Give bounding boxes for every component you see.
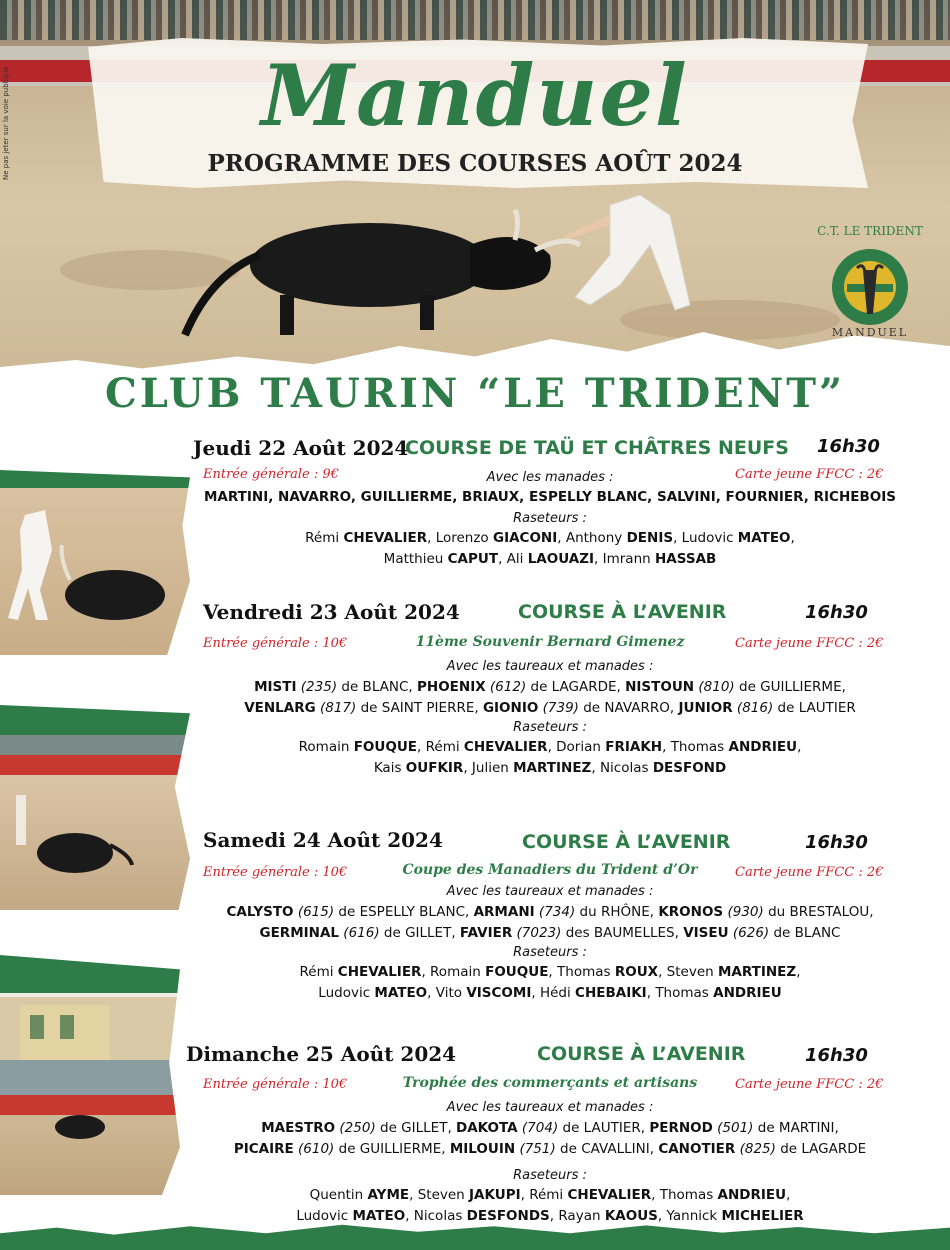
bull-number: (610) (293, 1141, 339, 1157)
event-time: 16h30 (805, 602, 868, 623)
bull-name: VENLARG (244, 700, 316, 716)
bull-name: JUNIOR (678, 700, 733, 716)
event-date: Vendredi 23 Août 2024 (203, 600, 460, 624)
raseteurs-line: Matthieu CAPUT, Ali LAOUAZI, Imrann HASSAB (383, 551, 717, 567)
raseteur-first-name: Ludovic (318, 985, 375, 1001)
event-course: COURSE À L’AVENIR (522, 831, 731, 853)
raseteur-first-name: Dorian (556, 739, 606, 755)
raseteur-last-name: CHEVALIER (463, 739, 548, 755)
logo-bottom-text: MANDUEL (831, 326, 909, 339)
manades-label: Avec les taureaux et manades : (446, 1100, 654, 1115)
bull-number: (612) (485, 679, 531, 695)
raseteur-last-name: DENIS (626, 530, 674, 546)
raseteur-last-name: AYME (367, 1187, 410, 1203)
raseteurs-line: Romain FOUQUE, Rémi CHEVALIER, Dorian FRIAKH, Thomas ANDRIEU, (298, 739, 802, 755)
bull-name: CANOTIER (658, 1141, 736, 1157)
bulls-line (160, 679, 940, 695)
raseteur-first-name: Yannick (666, 1208, 722, 1224)
bull-number: (751) (515, 1141, 561, 1157)
bull-manade: de GILLET, (383, 925, 460, 941)
bull-manade: de ESPELLY BLANC, (338, 904, 474, 920)
raseteur-first-name: Steven (417, 1187, 470, 1203)
raseteur-first-name: Rémi (529, 1187, 568, 1203)
bull-name: KRONOS (658, 904, 724, 920)
raseteur-last-name: GIACONI (492, 530, 558, 546)
event-time: 16h30 (805, 1045, 868, 1066)
raseteur-first-name: Julien (471, 760, 514, 776)
event-course: COURSE À L’AVENIR (537, 1043, 746, 1065)
arena-stands (0, 0, 950, 40)
raseteur-first-name: Imrann (602, 551, 655, 567)
bull-name: MILOUIN (449, 1141, 516, 1157)
bulls-line (160, 1120, 940, 1136)
raseteur-last-name: ANDRIEU (728, 739, 798, 755)
raseteur-last-name: CAPUT (447, 551, 499, 567)
raseteurs-label: Raseteurs : (513, 720, 587, 735)
bull-number: (816) (732, 700, 778, 716)
event-time: 16h30 (805, 832, 868, 853)
bull-manade: de BLANC, (341, 679, 417, 695)
club-title: CLUB TAURIN “LE TRIDENT” (104, 370, 846, 417)
raseteur-last-name: FOUQUE (353, 739, 418, 755)
event-trophy: Trophée des commerçants et artisans (402, 1075, 698, 1091)
raseteur-first-name: Romain (430, 964, 486, 980)
raseteur-last-name: ANDRIEU (713, 985, 782, 1001)
raseteur-first-name: Romain (298, 739, 354, 755)
raseteur-first-name: Thomas (655, 985, 714, 1001)
raseteur-first-name: Rémi (305, 530, 344, 546)
bull-number: (739) (538, 700, 584, 716)
bull-name: PHOENIX (417, 679, 486, 695)
bull-manade: de MARTINI, (757, 1120, 839, 1136)
bull-manade: du BRESTALOU, (768, 904, 874, 920)
page-subtitle: PROGRAMME DES COURSES AOÛT 2024 (207, 150, 743, 177)
bull-number: (930) (723, 904, 769, 920)
raseteurs-label: Raseteurs : (513, 511, 587, 526)
raseteur-last-name: ANDRIEU (717, 1187, 787, 1203)
raseteur-first-name: Ali (506, 551, 528, 567)
bull-name: GERMINAL (259, 925, 340, 941)
bull-name: MISTI (254, 679, 297, 695)
raseteur-first-name: Kais (373, 760, 406, 776)
raseteur-first-name: Quentin (309, 1187, 368, 1203)
bull-name: CALYSTO (226, 904, 294, 920)
event-entry-price: Entrée générale : 10€ (203, 636, 348, 651)
photo-event-3 (0, 955, 180, 1195)
bull-manade: de LAGARDE (780, 1141, 867, 1157)
event-date: Dimanche 25 Août 2024 (186, 1042, 457, 1066)
raseteur-last-name: DESFOND (652, 760, 727, 776)
bull-figure (185, 210, 580, 335)
raseteurs-label: Raseteurs : (513, 945, 587, 960)
bull-number: (626) (728, 925, 774, 941)
event-trophy: Coupe des Manadiers du Trident d’Or (402, 862, 698, 878)
raseteur-last-name: KAOUS (604, 1208, 658, 1224)
raseteur-first-name: Thomas (659, 1187, 718, 1203)
event-entry-price: Entrée générale : 10€ (203, 1077, 348, 1092)
event-carte-jeune: Carte jeune FFCC : 2€ (735, 636, 884, 651)
raseteur-last-name: MARTINEZ (513, 760, 592, 776)
bull-manade: de NAVARRO, (583, 700, 679, 716)
bull-number: (235) (296, 679, 342, 695)
raseteur-first-name: Ludovic (296, 1208, 353, 1224)
raseteur-last-name: CHEBAIKI (575, 985, 647, 1001)
raseteur-last-name: MATEO (374, 985, 428, 1001)
bull-name: FAVIER (459, 925, 513, 941)
raseteur-last-name: CHEVALIER (337, 964, 422, 980)
bull-number: (704) (517, 1120, 563, 1136)
bull-manade: de SAINT PIERRE, (360, 700, 483, 716)
raseteur-last-name: DESFONDS (466, 1208, 550, 1224)
bull-number: (501) (712, 1120, 758, 1136)
bull-name: DAKOTA (456, 1120, 518, 1136)
raseteur-first-name: Ludovic (681, 530, 738, 546)
raseteur-first-name: Hédi (539, 985, 576, 1001)
raseteurs-line: Rémi CHEVALIER, Lorenzo GIACONI, Anthony DENIS, Ludovic MATEO, (305, 530, 795, 546)
bull-manade: de LAUTIER, (562, 1120, 650, 1136)
bulls-line (160, 904, 940, 920)
raseteurs-line: Ludovic MATEO, Vito VISCOMI, Hédi CHEBAIKI, Thomas ANDRIEU (318, 985, 782, 1001)
raseteur-figure (562, 195, 690, 310)
manades-label: Avec les manades : (486, 470, 614, 485)
event-carte-jeune: Carte jeune FFCC : 2€ (735, 1077, 884, 1092)
raseteur-first-name: Lorenzo (435, 530, 493, 546)
raseteur-last-name: FRIAKH (605, 739, 663, 755)
raseteur-first-name: Matthieu (383, 551, 448, 567)
bull-name: GIONIO (482, 700, 539, 716)
raseteur-first-name: Steven (666, 964, 718, 980)
bull-name: ARMANI (473, 904, 535, 920)
bull-manade: de GUILLIERME, (338, 1141, 450, 1157)
photo-event-2 (0, 705, 190, 910)
raseteur-first-name: Thomas (670, 739, 729, 755)
event-entry-price: Entrée générale : 10€ (203, 865, 348, 880)
bull-name: PERNOD (649, 1120, 713, 1136)
event-date: Samedi 24 Août 2024 (203, 828, 443, 852)
bull-manade: de GILLET, (380, 1120, 457, 1136)
logo-top-text: C.T. LE TRIDENT (817, 224, 923, 238)
raseteur-last-name: FOUQUE (485, 964, 549, 980)
bull-name: NISTOUN (625, 679, 695, 695)
bull-name: PICAIRE (233, 1141, 294, 1157)
manades-label: Avec les taureaux et manades : (446, 884, 654, 899)
raseteur-last-name: CHEVALIER (343, 530, 428, 546)
bull-manade: du RHÔNE, (579, 904, 659, 920)
raseteurs-label: Raseteurs : (513, 1168, 587, 1183)
bull-name: VISEU (683, 925, 729, 941)
bulls-line (160, 925, 940, 941)
raseteur-first-name: Thomas (557, 964, 615, 980)
bull-number: (734) (534, 904, 580, 920)
bull-number: (810) (694, 679, 739, 695)
raseteur-last-name: JAKUPI (469, 1187, 521, 1203)
bull-number: (616) (339, 925, 384, 941)
bull-number: (817) (315, 700, 361, 716)
manades-label: Avec les taureaux et manades : (446, 659, 654, 674)
raseteur-first-name: Rémi (425, 739, 464, 755)
club-logo (805, 222, 935, 342)
bulls-line (160, 700, 940, 716)
raseteurs-line: Quentin AYME, Steven JAKUPI, Rémi CHEVALIER, Thomas ANDRIEU, (309, 1187, 791, 1203)
manades-list: MARTINI, NAVARRO, GUILLIERME, BRIAUX, ESPELLY BLANC, SALVINI, FOURNIER, RICHEBOIS (204, 489, 896, 505)
raseteur-first-name: Nicolas (599, 760, 653, 776)
side-note: Ne pas jeter sur la voie publique (2, 66, 10, 180)
event-carte-jeune: Carte jeune FFCC : 2€ (735, 467, 884, 482)
event-trophy: 11ème Souvenir Bernard Gimenez (415, 634, 685, 650)
raseteur-last-name: ROUX (614, 964, 659, 980)
event-time: 16h30 (817, 436, 880, 457)
page-title: Manduel (261, 46, 689, 145)
bull-number: (825) (735, 1141, 781, 1157)
raseteur-first-name: Vito (435, 985, 467, 1001)
raseteur-last-name: MICHELIER (721, 1208, 804, 1224)
bull-manade: de LAUTIER (777, 700, 856, 716)
bull-manade: des BAUMELLES, (565, 925, 684, 941)
raseteur-last-name: MATEO (737, 530, 791, 546)
bull-manade: de CAVALLINI, (560, 1141, 659, 1157)
bull-name: MAESTRO (261, 1120, 336, 1136)
raseteur-last-name: OUFKIR (405, 760, 464, 776)
event-course: COURSE DE TAÜ ET CHÂTRES NEUFS (405, 437, 789, 459)
bull-number: (615) (293, 904, 339, 920)
raseteur-last-name: VISCOMI (466, 985, 532, 1001)
raseteur-first-name: Nicolas (413, 1208, 467, 1224)
raseteurs-line: Ludovic MATEO, Nicolas DESFONDS, Rayan KAOUS, Yannick MICHELIER (296, 1208, 804, 1224)
bull-manade: de BLANC (773, 925, 841, 941)
bull-number: (250) (335, 1120, 381, 1136)
raseteur-last-name: MATEO (352, 1208, 406, 1224)
raseteur-last-name: MARTINEZ (717, 964, 797, 980)
raseteur-first-name: Rayan (558, 1208, 605, 1224)
raseteur-last-name: HASSAB (654, 551, 717, 567)
bull-number: (7023) (512, 925, 566, 941)
event-course: COURSE À L’AVENIR (518, 601, 727, 623)
event-carte-jeune: Carte jeune FFCC : 2€ (735, 865, 884, 880)
raseteur-first-name: Rémi (299, 964, 338, 980)
raseteur-last-name: CHEVALIER (567, 1187, 652, 1203)
raseteurs-line: Kais OUFKIR, Julien MARTINEZ, Nicolas DESFOND (373, 760, 727, 776)
raseteurs-line: Rémi CHEVALIER, Romain FOUQUE, Thomas ROUX, Steven MARTINEZ, (299, 964, 801, 980)
bull-manade: de GUILLIERME, (739, 679, 846, 695)
raseteur-first-name: Anthony (565, 530, 627, 546)
bottom-grass-border (0, 1222, 950, 1250)
bull-and-raseteur-illustration (170, 185, 730, 345)
raseteur-last-name: LAOUAZI (527, 551, 595, 567)
bulls-line (160, 1141, 940, 1157)
event-entry-price: Entrée générale : 9€ (203, 467, 339, 482)
bull-manade: de LAGARDE, (530, 679, 626, 695)
event-date: Jeudi 22 Août 2024 (193, 436, 409, 460)
